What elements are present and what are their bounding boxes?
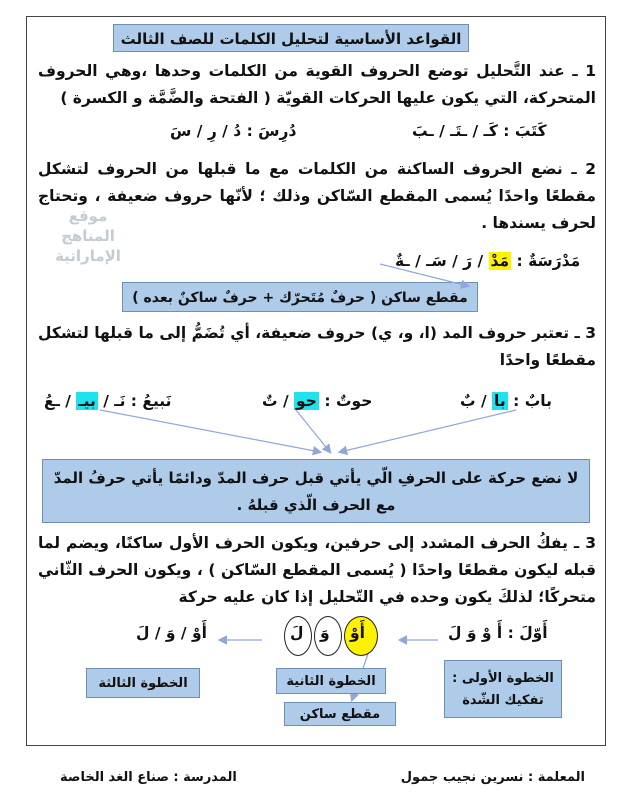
rule-4-note-box: مقطع ساكن [284, 702, 396, 726]
rule-4-final: أَوْ / وَ / لَ [136, 624, 207, 642]
rule-4-text: 3 ـ يفكُ الحرف المشدد إلى حرفين، ويكون الحرف الأول ساكنًا، ويضم لما قبله ليكون مقطعًا واحدًا ( يُسمى المقطع السّاكن ) ، ويكون الحرف الثّاني متحركًا؛ لذلكَ يكون وحده في التّحليل إذا كان عليه حركة [38, 534, 596, 606]
rule-3-text: 3 ـ تعتبر حروف المد (ا، و، ي) حروف ضعيفة، أي تُضَمُّ إلى ما قبلها لتشكل مقطعًا واحدًا [38, 324, 596, 369]
rule-3-ex2-word: حوتٌ : [324, 392, 373, 410]
rule-2-example-rest: / رَ / سَـ / ـةٌ [395, 252, 484, 270]
step-1-line-2: تفكيك الشّدة [462, 693, 544, 708]
arrow-ex2 [296, 410, 330, 452]
rule-1-example-b: دُرِسَ : دُ / رِ / سَ [170, 122, 297, 140]
split-part-2: وَ [320, 624, 330, 642]
step-1-box [444, 660, 562, 718]
rule-2-text: 2 ـ نضع الحروف الساكنة من الكلمات مع ما قبلها من الحروف لتشكل مقطعًا واحدًا يُسمى المقطع السّاكن وذلك ؛ لأنّها حروف ضعيفة ، وتحتاج لحرف يسندها . [38, 160, 596, 232]
arrow-ex1 [340, 410, 516, 452]
rule-3-ex1-rest: / بٌ [460, 392, 487, 410]
rule-2-example-word: مَدْرَسَةٌ : [516, 252, 581, 270]
step-3-box: الخطوة الثالثة [86, 668, 200, 698]
arrow-rule2 [380, 264, 468, 286]
step-2-box: الخطوة الثانية [276, 668, 386, 694]
split-part-1: أَوْ [350, 624, 365, 642]
rule-1-text: 1 ـ عند التَّحليل توضع الحروف القوية من الكلمات وحدها ،وهي الحروف المتحركة، التي يكون عليها الحركات القويّة ( الفتحة والضَّمَّة و الكسرة ) [38, 62, 596, 107]
rule-1-example-a: كَتَبَ : كَـ / ـتَـ / ـبَ [412, 122, 547, 140]
footer-school: المدرسة : صناع الغد الخاصة [60, 770, 237, 785]
split-part-3: لَ [290, 624, 304, 642]
rule-3-ex3-rest: / ـعُ [44, 392, 71, 410]
footer-teacher: المعلمة : نسرين نجيب جمول [400, 770, 585, 785]
rule-3-ex2-rest: / تٌ [262, 392, 289, 410]
watermark-site: موقع المناهج الإماراتية [55, 207, 121, 265]
step-1-line-1: الخطوة الأولى : [452, 671, 554, 686]
rule-3-ex1-word: بابٌ : [513, 392, 552, 410]
rule-3-ex3-word: نَبيعُ : نَـ / [103, 392, 172, 410]
rule-3-note-box: لا نضع حركة على الحرفِ الّي يأتي قبل حرف المدّ ودائمًا يأتي حرفُ المدّ مع الحرف الّذي قبلهُ . [42, 459, 590, 523]
page-title: القواعد الأساسية لتحليل الكلمات للصف الثالث [113, 24, 469, 52]
rule-2-example-highlight: مَدْ [490, 252, 510, 270]
rule-2-note-box: مقطع ساكن ( حرفٌ مُتَحرّك + حرفٌ ساكنٌ بعده ) [122, 282, 478, 312]
rule-4-example-word: أَوّلَ : أَ وْ وَ لَ [448, 624, 548, 642]
rule-3-ex3-highlight: بيـ [78, 392, 96, 410]
rule-3-ex1-highlight: با [494, 392, 506, 410]
arrow-ex3 [100, 410, 320, 452]
rule-3-ex2-highlight: حو [296, 392, 317, 410]
